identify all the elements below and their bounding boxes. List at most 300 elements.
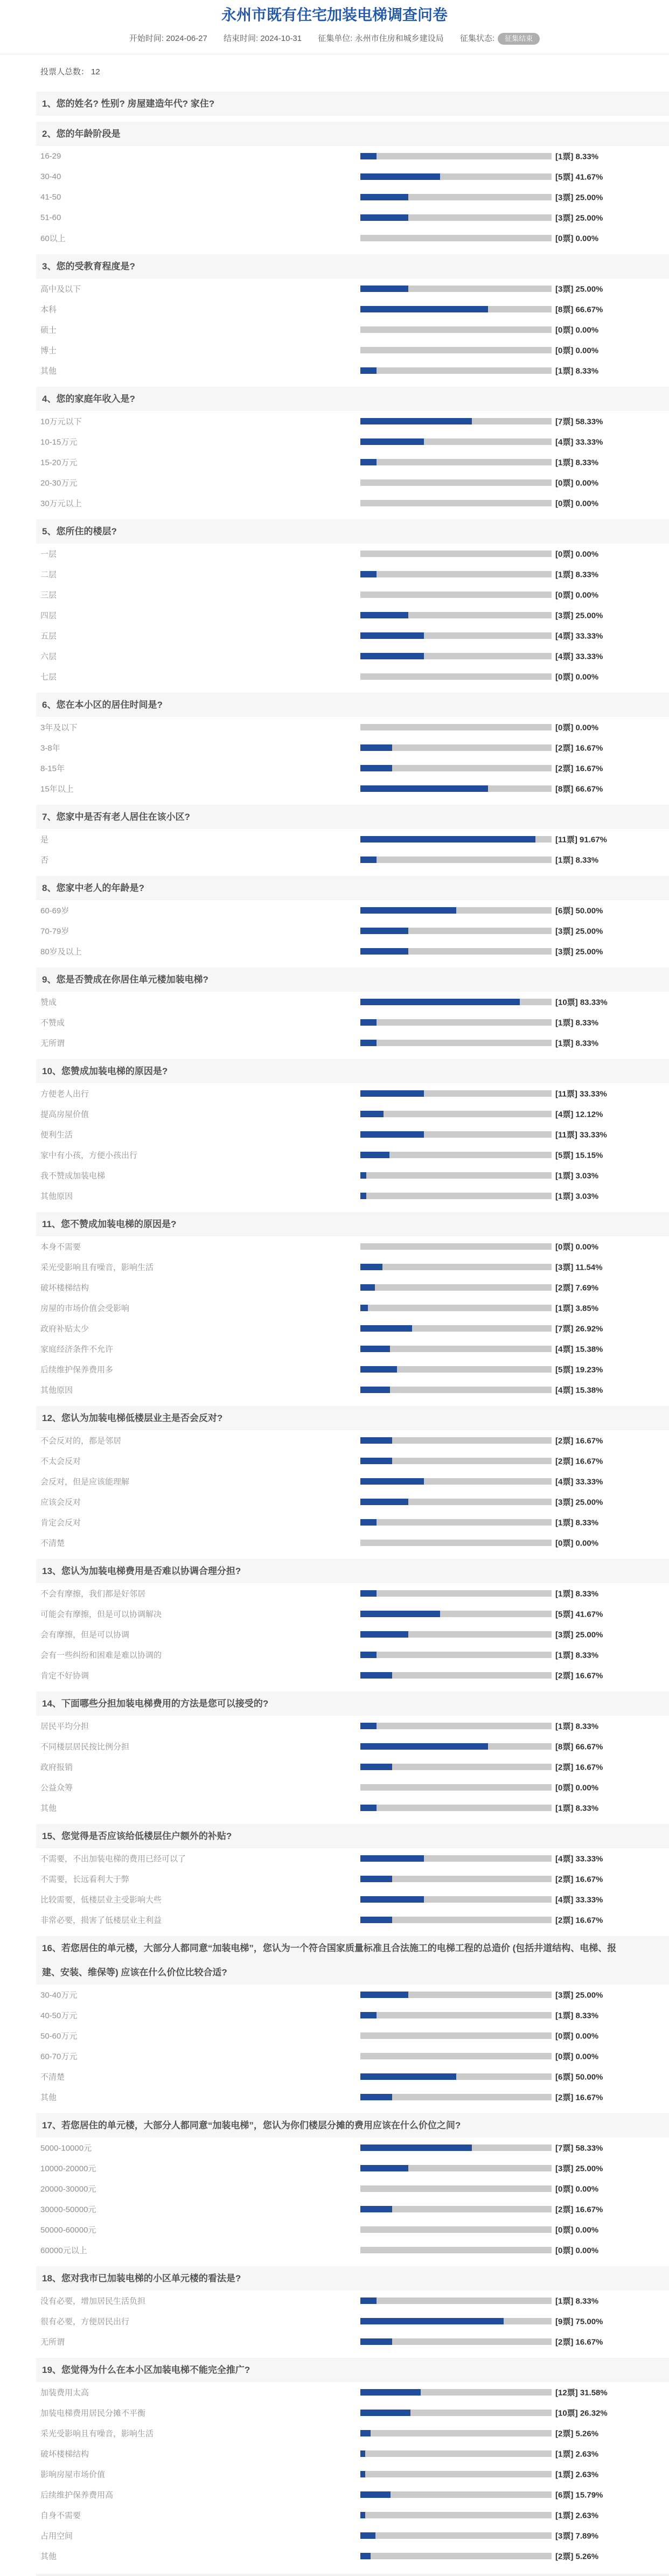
option-row <box>0 758 669 778</box>
result-bar <box>360 306 552 312</box>
option-label: 不同楼层居民按比例分担 <box>40 1742 130 1752</box>
vote-count: [2票] 16.67% <box>555 743 603 753</box>
result-bar <box>360 571 552 577</box>
question-options <box>0 1430 669 1553</box>
vote-count: [2票] 5.26% <box>555 2429 599 2439</box>
result-bar <box>360 2471 552 2477</box>
option-row <box>0 1298 669 1318</box>
option-row <box>0 2158 669 2178</box>
result-bar-fill <box>360 2145 472 2151</box>
question-options <box>0 1083 669 1206</box>
option-label: 采光受影响且有噪音，影响生活 <box>40 2429 154 2439</box>
vote-count: [2票] 16.67% <box>555 1916 603 1925</box>
option-label: 破坏楼梯结构 <box>40 2449 89 2459</box>
option-row <box>0 166 669 187</box>
question-options <box>0 2290 669 2352</box>
option-row <box>0 2505 669 2525</box>
question-options <box>0 1583 669 1686</box>
option-row <box>0 1145 669 1165</box>
option-label: 16-29 <box>40 151 61 161</box>
result-bar <box>360 1458 552 1464</box>
result-bar-fill <box>360 1499 408 1505</box>
result-bar-fill <box>360 1325 412 1332</box>
option-row <box>0 1359 669 1380</box>
option-row <box>0 2219 669 2240</box>
result-bar <box>360 1723 552 1729</box>
result-bar <box>360 1152 552 1158</box>
result-bar-fill <box>360 2094 392 2100</box>
vote-count: [3票] 25.00% <box>555 947 603 957</box>
question-title: 17、若您居住的单元楼，大部分人都同意“加装电梯”，您认为你们楼层分摊的费用应该在什么价位之间? <box>36 2113 669 2138</box>
option-row <box>0 1033 669 1053</box>
option-label: 应该会反对 <box>40 1498 81 1507</box>
result-bar-fill <box>360 907 456 914</box>
option-row <box>0 411 669 431</box>
result-bar <box>360 591 552 598</box>
result-bar-fill <box>360 2338 392 2345</box>
option-row <box>0 1236 669 1257</box>
vote-count: [5票] 15.15% <box>555 1151 603 1160</box>
result-bar <box>360 2247 552 2253</box>
option-row <box>0 2546 669 2566</box>
option-label: 是 <box>40 835 49 845</box>
option-label: 30-40万元 <box>40 1990 78 2000</box>
option-label: 采光受影响且有噪音，影响生活 <box>40 1263 154 1272</box>
result-bar-fill <box>360 2512 365 2518</box>
option-label: 无所谓 <box>40 1039 65 1048</box>
vote-count: [1票] 8.33% <box>555 366 599 376</box>
result-bar-fill <box>360 571 377 577</box>
result-bar <box>360 2512 552 2518</box>
question-title: 5、您所住的楼层? <box>36 519 669 544</box>
result-bar-fill <box>360 1723 377 1729</box>
question-options <box>0 411 669 513</box>
option-row <box>0 1277 669 1298</box>
result-bar-fill <box>360 1437 392 1444</box>
result-bar-fill <box>360 2532 375 2539</box>
question-block <box>0 2266 669 2352</box>
question-title: 8、您家中老人的年龄是? <box>36 876 669 900</box>
option-label: 六层 <box>40 652 57 662</box>
vote-count: [0票] 0.00% <box>555 590 599 600</box>
result-bar <box>360 2338 552 2345</box>
result-bar <box>360 2206 552 2212</box>
option-row <box>0 207 669 228</box>
vote-count: [0票] 0.00% <box>555 1783 599 1793</box>
result-bar-fill <box>360 1172 366 1179</box>
option-row <box>0 1512 669 1533</box>
vote-count: [3票] 25.00% <box>555 1630 603 1640</box>
option-row <box>0 472 669 493</box>
option-row <box>0 1492 669 1512</box>
option-row <box>0 360 669 381</box>
result-bar-fill <box>360 2410 410 2416</box>
option-label: 七层 <box>40 672 57 682</box>
option-label: 肯定不好协调 <box>40 1671 89 1681</box>
vote-count: [5票] 19.23% <box>555 1365 603 1375</box>
result-bar <box>360 673 552 680</box>
vote-count: [6票] 15.79% <box>555 2490 603 2500</box>
question-options <box>0 829 669 870</box>
question-title: 16、若您居住的单元楼，大部分人都同意“加装电梯”，您认为一个符合国家质量标准且合法施工的电梯工程的总造价 (包括井道结构、电梯、报建、安装、维保等) 应该在什么价位比较合适? <box>36 1936 669 1985</box>
vote-count: [8票] 66.67% <box>555 305 603 315</box>
result-bar-fill <box>360 632 424 639</box>
result-bar-fill <box>360 2206 392 2212</box>
result-bar <box>360 500 552 506</box>
question-options <box>0 1985 669 2107</box>
result-bar <box>360 1590 552 1597</box>
option-row <box>0 2138 669 2158</box>
result-bar <box>360 2073 552 2080</box>
vote-count: [0票] 0.00% <box>555 723 599 733</box>
result-bar <box>360 2297 552 2304</box>
option-row <box>0 564 669 584</box>
option-row <box>0 1451 669 1471</box>
option-label: 10000-20000元 <box>40 2164 96 2174</box>
result-bar-fill <box>360 1917 392 1923</box>
option-row <box>0 1083 669 1104</box>
result-bar-fill <box>360 1387 390 1393</box>
option-label: 3-8年 <box>40 743 60 753</box>
option-row <box>0 2423 669 2443</box>
vote-count: [3票] 25.00% <box>555 2164 603 2174</box>
option-row <box>0 737 669 758</box>
option-label: 五层 <box>40 631 57 641</box>
result-bar-fill <box>360 2553 371 2559</box>
result-bar <box>360 948 552 955</box>
vote-count: [8票] 66.67% <box>555 1742 603 1752</box>
vote-count: [2票] 16.67% <box>555 2093 603 2102</box>
question-title: 4、您的家庭年收入是? <box>36 387 669 411</box>
option-row <box>0 1012 669 1033</box>
result-bar <box>360 459 552 465</box>
option-label: 家中有小孩，方便小孩出行 <box>40 1151 138 1160</box>
question-block <box>0 1691 669 1818</box>
result-bar <box>360 1672 552 1679</box>
vote-count: [2票] 16.67% <box>555 1457 603 1466</box>
result-bar <box>360 1896 552 1903</box>
question-options <box>0 544 669 687</box>
total-voters <box>0 54 669 86</box>
option-row <box>0 2484 669 2505</box>
vote-count: [0票] 0.00% <box>555 2052 599 2062</box>
result-bar <box>360 1478 552 1485</box>
result-bar-fill <box>360 1672 392 1679</box>
result-bar <box>360 1193 552 1199</box>
question-title: 15、您觉得是否应该给低楼层住户额外的补贴? <box>36 1824 669 1848</box>
option-label: 政府报销 <box>40 1763 73 1772</box>
question-block <box>0 1936 669 2107</box>
vote-count: [1票] 8.33% <box>555 1018 599 1028</box>
option-row <box>0 279 669 299</box>
vote-count: [3票] 11.54% <box>555 1263 603 1272</box>
meta-end-time: 结束时间: 2024-10-31 <box>224 34 302 43</box>
question-title: 11、您不赞成加装电梯的原因是? <box>36 1212 669 1236</box>
result-bar <box>360 2145 552 2151</box>
result-bar-fill <box>360 1040 377 1046</box>
option-row <box>0 1165 669 1186</box>
result-bar <box>360 551 552 557</box>
vote-count: [8票] 66.67% <box>555 784 603 794</box>
option-row <box>0 2331 669 2352</box>
option-row <box>0 584 669 605</box>
option-row <box>0 2025 669 2046</box>
vote-count: [10票] 26.32% <box>555 2408 608 2418</box>
option-row <box>0 941 669 962</box>
result-bar-fill <box>360 1193 366 1199</box>
question-title: 10、您赞成加装电梯的原因是? <box>36 1059 669 1083</box>
option-label: 60-70万元 <box>40 2052 78 2062</box>
result-bar-fill <box>360 306 488 312</box>
result-bar-fill <box>360 1458 392 1464</box>
vote-count: [2票] 7.69% <box>555 1283 599 1293</box>
vote-count: [3票] 25.00% <box>555 1498 603 1507</box>
option-row <box>0 1339 669 1359</box>
option-row <box>0 452 669 472</box>
result-bar-fill <box>360 1152 389 1158</box>
result-bar-fill <box>360 2450 365 2457</box>
result-bar <box>360 2450 552 2457</box>
option-label: 四层 <box>40 611 57 621</box>
result-bar <box>360 1611 552 1617</box>
vote-count: [0票] 0.00% <box>555 672 599 682</box>
footer-band <box>36 2574 669 2576</box>
result-bar-fill <box>360 928 408 934</box>
option-label: 无所谓 <box>40 2337 65 2347</box>
option-row <box>0 2311 669 2331</box>
result-bar-fill <box>360 1019 377 1026</box>
result-bar-fill <box>360 194 408 200</box>
option-label: 家庭经济条件不允许 <box>40 1345 114 1354</box>
option-label: 其他 <box>40 2552 57 2561</box>
status-badge: 征集结束 <box>498 33 540 45</box>
vote-count: [1票] 8.33% <box>555 1804 599 1813</box>
result-bar-fill <box>360 2389 421 2396</box>
vote-count: [1票] 3.03% <box>555 1171 599 1181</box>
option-label: 不赞成 <box>40 1018 65 1028</box>
vote-count: [11票] 33.33% <box>555 1130 607 1140</box>
option-label: 会有摩擦，但是可以协调 <box>40 1630 130 1640</box>
option-label: 占用空间 <box>40 2531 73 2541</box>
vote-count: [0票] 0.00% <box>555 2031 599 2041</box>
question-block <box>0 1559 669 1686</box>
result-bar <box>360 418 552 424</box>
result-bar <box>360 1743 552 1750</box>
option-row <box>0 850 669 870</box>
option-row <box>0 2178 669 2199</box>
result-bar-fill <box>360 999 520 1005</box>
option-label: 影响房屋市场价值 <box>40 2470 106 2480</box>
question-options <box>0 992 669 1053</box>
result-bar <box>360 1325 552 1332</box>
option-label: 10-15万元 <box>40 437 78 447</box>
vote-count: [2票] 16.67% <box>555 2337 603 2347</box>
vote-count: [10票] 83.33% <box>555 998 608 1007</box>
option-row <box>0 992 669 1012</box>
option-row <box>0 1318 669 1339</box>
result-bar <box>360 1437 552 1444</box>
vote-count: [1票] 3.03% <box>555 1192 599 1201</box>
result-bar <box>360 1346 552 1352</box>
result-bar-fill <box>360 2012 377 2018</box>
option-row <box>0 2240 669 2260</box>
result-bar <box>360 1805 552 1811</box>
result-bar-fill <box>360 2491 391 2498</box>
vote-count: [1票] 8.33% <box>555 855 599 865</box>
option-label: 破坏楼梯结构 <box>40 1283 89 1293</box>
question-title: 18、您对我市已加装电梯的小区单元楼的看法是? <box>36 2266 669 2290</box>
vote-count: [1票] 2.63% <box>555 2511 599 2521</box>
vote-count: [3票] 25.00% <box>555 284 603 294</box>
option-row <box>0 778 669 799</box>
vote-count: [1票] 8.33% <box>555 2296 599 2306</box>
result-bar <box>360 1992 552 1998</box>
vote-count: [2票] 16.67% <box>555 1671 603 1681</box>
result-bar-fill <box>360 438 424 445</box>
result-bar-fill <box>360 1346 390 1352</box>
option-label: 41-50 <box>40 192 61 202</box>
option-label: 二层 <box>40 570 57 580</box>
question-block <box>0 254 669 381</box>
option-row <box>0 2066 669 2087</box>
option-row <box>0 1716 669 1736</box>
option-label: 50000-60000元 <box>40 2225 96 2235</box>
option-label: 会反对，但是应该能理解 <box>40 1477 130 1487</box>
result-bar <box>360 1387 552 1393</box>
vote-count: [2票] 16.67% <box>555 764 603 774</box>
vote-count: [11票] 91.67% <box>555 835 607 845</box>
option-row <box>0 1869 669 1889</box>
result-bar <box>360 2430 552 2436</box>
option-row <box>0 319 669 340</box>
option-label: 一层 <box>40 549 57 559</box>
option-row <box>0 1257 669 1277</box>
question-block <box>0 2113 669 2260</box>
result-bar-fill <box>360 2430 371 2436</box>
survey-meta <box>0 32 669 45</box>
result-bar <box>360 173 552 180</box>
vote-count: [7票] 26.92% <box>555 1324 603 1334</box>
result-bar-fill <box>360 1764 392 1770</box>
result-bar <box>360 479 552 486</box>
result-bar <box>360 2185 552 2192</box>
total-voters-value: 12 <box>91 67 100 77</box>
option-label: 不清楚 <box>40 1538 65 1548</box>
result-bar <box>360 286 552 292</box>
question-block <box>0 1406 669 1553</box>
option-label: 其他原因 <box>40 1386 73 1395</box>
result-bar <box>360 928 552 934</box>
result-bar-fill <box>360 2165 408 2171</box>
option-row <box>0 1533 669 1553</box>
vote-count: [1票] 8.33% <box>555 1722 599 1731</box>
option-row <box>0 544 669 564</box>
result-bar-fill <box>360 2318 504 2324</box>
result-bar-fill <box>360 1652 377 1658</box>
vote-count: [4票] 15.38% <box>555 1345 603 1354</box>
option-row <box>0 1104 669 1124</box>
result-bar <box>360 326 552 333</box>
result-bar <box>360 2053 552 2059</box>
result-bar <box>360 1284 552 1291</box>
result-bar <box>360 2165 552 2171</box>
option-label: 公益众筹 <box>40 1783 73 1793</box>
question-block <box>0 92 669 116</box>
option-row <box>0 900 669 921</box>
result-bar-fill <box>360 367 377 374</box>
option-row <box>0 431 669 452</box>
option-row <box>0 2525 669 2546</box>
option-row <box>0 625 669 646</box>
option-label: 60-69岁 <box>40 906 69 916</box>
vote-count: [3票] 25.00% <box>555 927 603 936</box>
question-options <box>0 2382 669 2566</box>
option-row <box>0 1624 669 1645</box>
question-block <box>0 519 669 687</box>
result-bar-fill <box>360 1896 424 1903</box>
option-label: 比较需要，低楼层业主受影响大些 <box>40 1895 162 1905</box>
option-label: 非常必要，损害了低楼层业主利益 <box>40 1916 162 1925</box>
option-row <box>0 299 669 319</box>
meta-start-time: 开始时间: 2024-06-27 <box>129 34 207 43</box>
total-voters-label: 投票人总数： <box>40 67 89 77</box>
question-block <box>0 387 669 513</box>
option-row <box>0 829 669 850</box>
vote-count: [4票] 33.33% <box>555 437 603 447</box>
result-bar-fill <box>360 1855 424 1862</box>
question-title: 12、您认为加装电梯低楼层业主是否会反对? <box>36 1406 669 1430</box>
result-bar <box>360 2318 552 2324</box>
vote-count: [12票] 31.58% <box>555 2388 608 2398</box>
option-row <box>0 187 669 207</box>
questions-list <box>0 92 669 2566</box>
option-label: 会有一些纠纷和困难是难以协调的 <box>40 1651 162 1660</box>
question-title: 1、您的姓名? 性别? 房屋建造年代? 家住? <box>36 92 669 116</box>
result-bar-fill <box>360 459 377 465</box>
option-row <box>0 146 669 166</box>
result-bar <box>360 2491 552 2498</box>
result-bar <box>360 836 552 843</box>
result-bar <box>360 2012 552 2018</box>
result-bar <box>360 653 552 659</box>
option-row <box>0 340 669 360</box>
result-bar-fill <box>360 1478 424 1485</box>
result-bar-fill <box>360 2297 377 2304</box>
result-bar <box>360 1111 552 1117</box>
option-label: 10万元以下 <box>40 417 82 427</box>
result-bar-fill <box>360 1631 408 1638</box>
result-bar-fill <box>360 1992 408 1998</box>
result-bar-fill <box>360 1284 375 1291</box>
result-bar-fill <box>360 2471 365 2477</box>
result-bar-fill <box>360 744 392 751</box>
result-bar <box>360 765 552 771</box>
vote-count: [4票] 33.33% <box>555 1477 603 1487</box>
option-label: 没有必要，增加居民生活负担 <box>40 2296 146 2306</box>
option-label: 其他原因 <box>40 1192 73 1201</box>
vote-count: [4票] 33.33% <box>555 1895 603 1905</box>
option-label: 其他 <box>40 2093 57 2102</box>
option-row <box>0 1583 669 1604</box>
option-label: 80岁及以上 <box>40 947 82 957</box>
result-bar <box>360 153 552 159</box>
result-bar-fill <box>360 173 440 180</box>
option-label: 其他 <box>40 366 57 376</box>
vote-count: [1票] 2.63% <box>555 2449 599 2459</box>
option-label: 方便老人出行 <box>40 1089 89 1099</box>
vote-count: [3票] 7.89% <box>555 2531 599 2541</box>
vote-count: [0票] 0.00% <box>555 2246 599 2255</box>
